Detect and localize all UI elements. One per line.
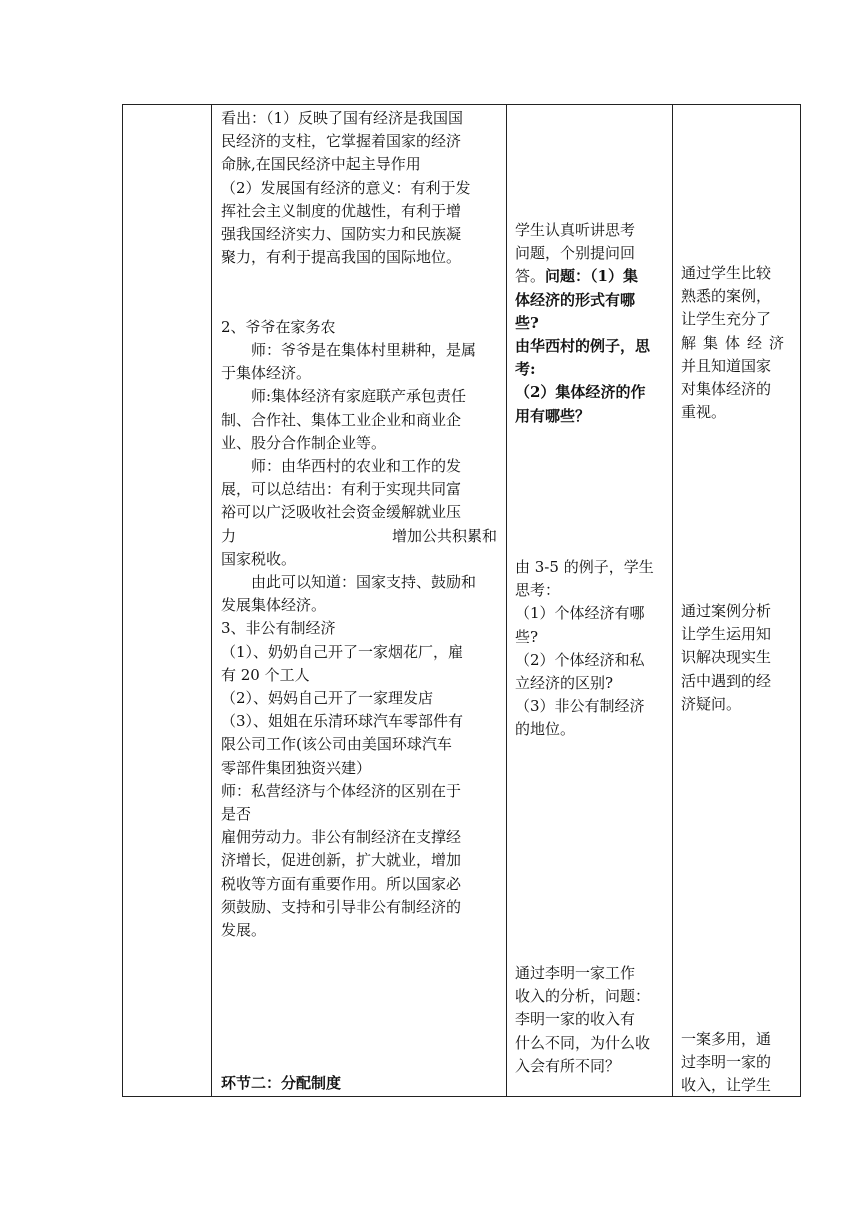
text-line: 济疑问。 bbox=[681, 694, 742, 713]
text-line: 制、合作社、集体工业企业和商业企 bbox=[221, 410, 462, 429]
text-line: 活中遇到的经 bbox=[681, 671, 772, 690]
text-line: （2）发展国有经济的意义：有利于发 bbox=[221, 178, 471, 197]
text-line: 什么不同，为什么收 bbox=[515, 1033, 651, 1052]
text-line: 税收等方面有重要作用。所以国家必 bbox=[221, 874, 462, 893]
text-fragment: 增加公共积累和 bbox=[391, 526, 497, 545]
text-line: 展，可以总结出：有利于实现共同富 bbox=[221, 480, 462, 499]
text-line: 限公司工作(该公司由美国环球汽车 bbox=[221, 735, 452, 754]
text-line: 师:集体经济有家庭联产承包责任 bbox=[251, 387, 467, 406]
text-line: 学生认真听讲思考 bbox=[515, 221, 636, 239]
text-line: 对集体经济的 bbox=[681, 380, 772, 399]
text-line: 国家税收。 bbox=[221, 549, 297, 568]
text-line: （2）、妈妈自己开了一家理发店 bbox=[221, 689, 434, 708]
text-line: 问题，个别提问回 bbox=[515, 244, 636, 263]
text-line: 看出：（1）反映了国有经济是我国国 bbox=[221, 109, 464, 127]
text-line: 重视。 bbox=[681, 403, 727, 422]
text-line: 发展。 bbox=[221, 921, 267, 940]
text-line: 识解决现实生 bbox=[681, 648, 772, 667]
text-line: 通过案例分析 bbox=[681, 602, 772, 620]
text-line: 收入的分析，问题： bbox=[515, 987, 651, 1006]
text-line: 是否 bbox=[221, 805, 252, 824]
student-activity-cell bbox=[515, 105, 669, 1096]
text-line: （2）个体经济和私 bbox=[515, 650, 645, 669]
text-line: 通过李明一家工作 bbox=[515, 964, 636, 982]
text-line: （3）、姐姐在乐清环球汽车零部件有 bbox=[221, 712, 464, 731]
text-line: 解集体经济 bbox=[681, 333, 792, 352]
text-line: 裕可以广泛吸收社会资金缓解就业压 bbox=[221, 503, 462, 522]
text-line: 通过学生比较 bbox=[681, 264, 772, 282]
text-line: 须鼓励、支持和引导非公有制经济的 bbox=[221, 897, 462, 916]
text-line: 于集体经济。 bbox=[221, 364, 312, 383]
text-line: 立经济的区别? bbox=[515, 674, 614, 693]
student-block-1 bbox=[515, 219, 650, 428]
section-heading: 环节二：分配制度 bbox=[221, 1074, 342, 1092]
text-line bbox=[221, 525, 497, 548]
text-line: 入会有所不同？ bbox=[515, 1056, 621, 1075]
text-line: 由 3-5 的例子，学生 bbox=[515, 558, 654, 576]
text-line: 有 20 个工人 bbox=[221, 665, 310, 684]
text-line: （3）非公有制经济 bbox=[515, 697, 645, 716]
text-line: 些? bbox=[515, 627, 539, 646]
student-block-2 bbox=[515, 556, 654, 742]
teaching-content-cell bbox=[221, 105, 501, 1096]
text-line bbox=[515, 265, 650, 288]
text-line: 一案多用，通 bbox=[681, 1030, 772, 1048]
text-line: 民经济的支柱，它掌握着国家的经济 bbox=[221, 132, 462, 151]
column-divider bbox=[211, 105, 212, 1096]
text-line: 思考： bbox=[515, 581, 561, 600]
text-line: 强我国经济实力、国防实力和民族凝 bbox=[221, 225, 462, 244]
text-line: 发展集体经济。 bbox=[221, 596, 327, 615]
text-line: 些? bbox=[515, 313, 539, 332]
text-line: 并且知道国家 bbox=[681, 356, 772, 375]
text-line: 熟悉的案例， bbox=[681, 287, 772, 306]
text-line: 的地位。 bbox=[515, 720, 576, 739]
design-intent-cell bbox=[681, 105, 797, 1096]
question-label: 问题：（1）集 bbox=[545, 267, 638, 286]
column-divider bbox=[672, 105, 673, 1096]
text-line: 收入，让学生 bbox=[681, 1076, 772, 1095]
section-heading: 2、爷爷在家务农 bbox=[221, 317, 336, 336]
text-line: 由华西村的例子，思 bbox=[515, 337, 651, 356]
text-line: 过李明一家的 bbox=[681, 1053, 772, 1072]
text-line: 李明一家的收入有 bbox=[515, 1010, 636, 1029]
section-heading: 3、非公有制经济 bbox=[221, 619, 336, 638]
intent-block-1 bbox=[681, 262, 791, 424]
intent-block-2 bbox=[681, 600, 771, 716]
student-block-3 bbox=[515, 962, 650, 1078]
column-1-cell bbox=[123, 105, 211, 1096]
text-line: 业、股分合作制企业等。 bbox=[221, 433, 387, 452]
text-line: （1）个体经济有哪 bbox=[515, 604, 645, 623]
text-line: 济增长，促进创新，扩大就业，增加 bbox=[221, 851, 462, 870]
text-line: 师：爷爷是在集体村里耕种，是属 bbox=[251, 341, 477, 359]
text-line: 雇佣劳动力。非公有制经济在支撑经 bbox=[221, 828, 462, 847]
column-divider bbox=[506, 105, 507, 1096]
text-line: 挥社会主义制度的优越性，有利于增 bbox=[221, 201, 462, 220]
lesson-plan-table bbox=[122, 104, 801, 1097]
text-line: 用有哪些？ bbox=[515, 406, 591, 425]
text-line: 聚力，有利于提高我国的国际地位。 bbox=[221, 248, 462, 267]
text-line: 让学生充分了 bbox=[681, 310, 772, 329]
text-line: （1）、奶奶自己开了一家烟花厂，雇 bbox=[221, 642, 464, 661]
text-line: 师：私营经济与个体经济的区别在于 bbox=[221, 781, 462, 800]
text-line: 师：由华西村的农业和工作的发 bbox=[251, 457, 462, 476]
text-line: 让学生运用知 bbox=[681, 625, 772, 644]
text-line: 零部件集团独资兴建） bbox=[221, 758, 372, 777]
text-line: 体经济的形式有哪 bbox=[515, 290, 636, 309]
text-fragment: 答。 bbox=[515, 267, 546, 286]
text-line: 由此可以知道：国家支持、鼓励和 bbox=[251, 573, 477, 592]
text-line: 考: bbox=[515, 360, 536, 379]
text-line: 命脉,在国民经济中起主导作用 bbox=[221, 155, 421, 174]
intent-block-3 bbox=[681, 1028, 771, 1098]
text-line: （2）集体经济的作 bbox=[515, 383, 646, 402]
text-fragment: 力 bbox=[221, 526, 237, 545]
